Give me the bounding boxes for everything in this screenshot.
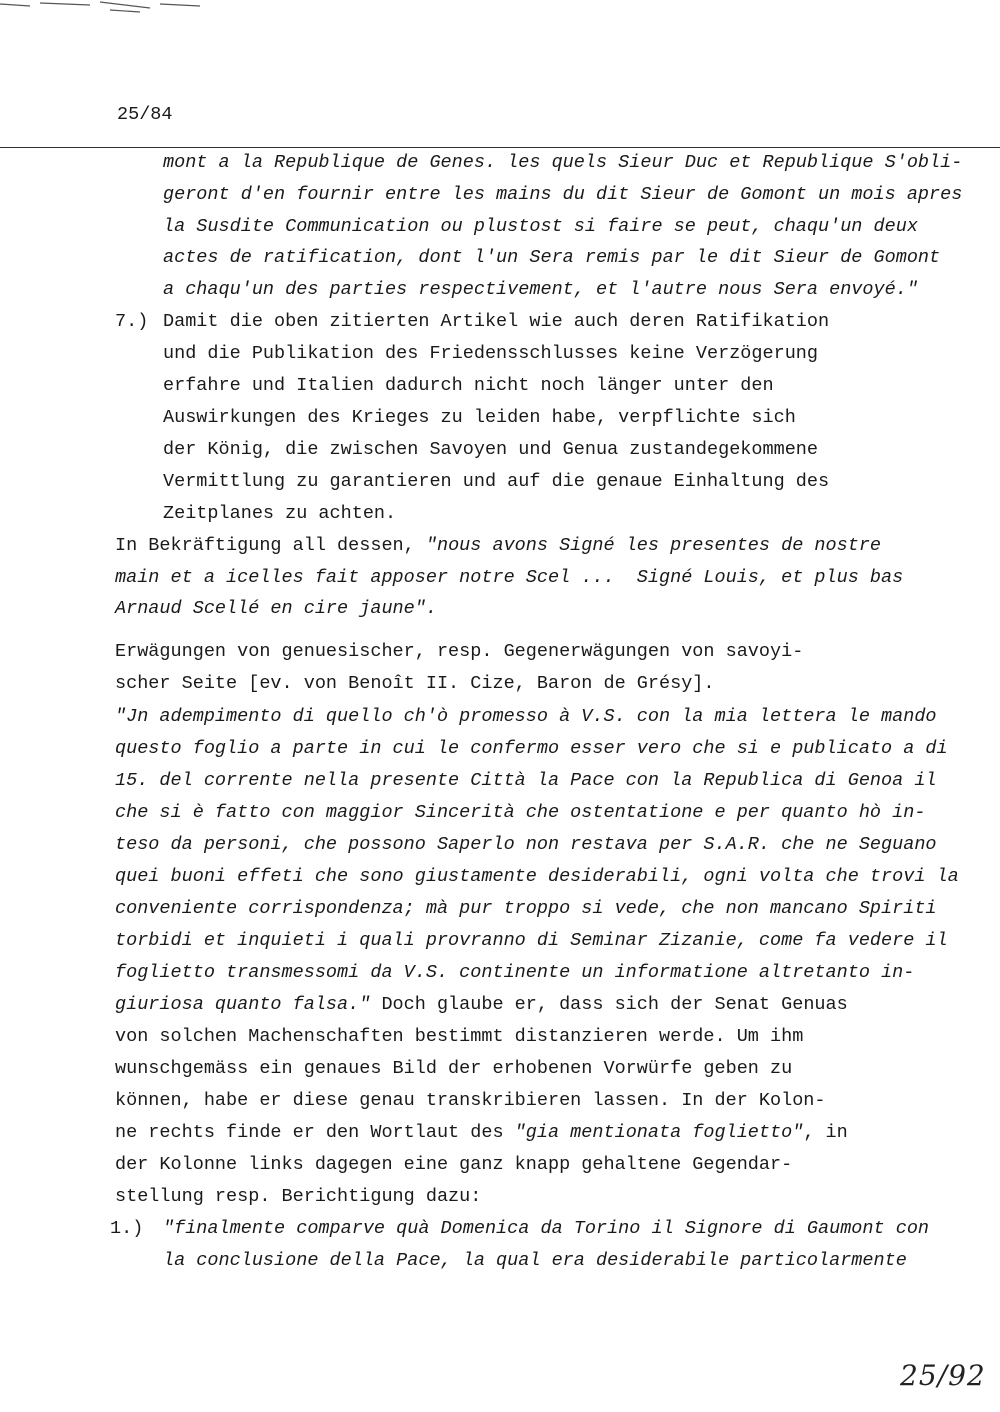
text-run: , in bbox=[803, 1122, 848, 1143]
text-line: main et a icelles fait apposer notre Scel ... Signé Louis, et plus bas bbox=[115, 567, 904, 588]
text-line: können, habe er diese genau transkribieren lassen. In der Kolon- bbox=[115, 1090, 826, 1111]
text-line: der König, die zwischen Savoyen und Genua zustandegekommene bbox=[163, 439, 819, 460]
section-heading: Erwägungen von genuesischer, resp. Gegenerwägungen von savoyi- bbox=[115, 641, 804, 662]
text-line: Zeitplanes zu achten. bbox=[163, 503, 397, 524]
text-line: der Kolonne links dagegen eine ganz knapp gehaltene Gegendar- bbox=[115, 1154, 793, 1175]
text-line: geront d'en fournir entre les mains du dit Sieur de Gomont un mois apres bbox=[163, 184, 963, 205]
page-number: 25/84 bbox=[117, 104, 173, 125]
text-line: foglietto transmessomi da V.S. continente un informatione altretanto in- bbox=[115, 962, 915, 983]
item-number: 7.) bbox=[115, 311, 149, 332]
text-line: che si è fatto con maggior Sincerità che ostentatione e per quanto hò in- bbox=[115, 802, 926, 823]
scan-artifact bbox=[0, 0, 240, 18]
text-line: quei buoni effeti che sono giustamente desiderabili, ogni volta che trovi la bbox=[115, 866, 959, 887]
item-number: 1.) bbox=[110, 1218, 144, 1239]
text-run: ne rechts finde er den Wortlaut des bbox=[115, 1122, 515, 1143]
quote-run: "gia mentionata foglietto" bbox=[514, 1122, 804, 1143]
text-line: "finalmente comparve quà Domenica da Torino il Signore di Gaumont con bbox=[163, 1218, 930, 1239]
text-line: teso da personi, che possono Saperlo non restava per S.A.R. che ne Seguano bbox=[115, 834, 937, 855]
text-line: conveniente corrispondenza; mà pur troppo si vede, che non mancano Spiriti bbox=[115, 898, 937, 919]
text-line: actes de ratification, dont l'un Sera remis par le dit Sieur de Gomont bbox=[163, 247, 941, 268]
section-heading: scher Seite [ev. von Benoît II. Cize, Baron de Grésy]. bbox=[115, 673, 715, 694]
text-line: Arnaud Scellé en cire jaune". bbox=[115, 598, 437, 619]
handwritten-archive-number: 25/92 bbox=[900, 1359, 986, 1392]
quote-run: giuriosa quanto falsa." bbox=[115, 994, 371, 1015]
quote-run: "nous avons Signé les presentes de nostre bbox=[425, 535, 882, 556]
text-line bbox=[115, 994, 848, 1016]
text-line: stellung resp. Berichtigung dazu: bbox=[115, 1186, 482, 1207]
text-line: torbidi et inquieti i quali provranno di Seminar Zizanie, come fa vedere il bbox=[115, 930, 948, 951]
text-line: erfahre und Italien dadurch nicht noch länger unter den bbox=[163, 375, 774, 396]
text-line: von solchen Machenschaften bestimmt distanzieren werde. Um ihm bbox=[115, 1026, 804, 1047]
text-line: wunschgemäss ein genaues Bild der erhobenen Vorwürfe geben zu bbox=[115, 1058, 793, 1079]
text-line: und die Publikation des Friedensschlusses keine Verzögerung bbox=[163, 343, 819, 364]
header-rule bbox=[0, 147, 1000, 148]
text-line: "Jn adempimento di quello ch'ò promesso à V.S. con la mia lettera le mando bbox=[115, 706, 937, 727]
text-line: la conclusione della Pace, la qual era desiderabile particolarmente bbox=[163, 1250, 907, 1271]
text-run: Doch glaube er, dass sich der Senat Genuas bbox=[370, 994, 848, 1015]
text-line: Auswirkungen des Krieges zu leiden habe, verpflichte sich bbox=[163, 407, 796, 428]
text-run: In Bekräftigung all dessen, bbox=[115, 535, 426, 556]
text-line: la Susdite Communication ou plustost si faire se peut, chaqu'un deux bbox=[163, 216, 918, 237]
text-line: Vermittlung zu garantieren und auf die genaue Einhaltung des bbox=[163, 471, 830, 492]
text-line bbox=[115, 535, 881, 557]
text-line: questo foglio a parte in cui le confermo esser vero che si e publicato a di bbox=[115, 738, 948, 759]
text-line: a chaqu'un des parties respectivement, et l'autre nous Sera envoyé." bbox=[163, 279, 918, 300]
text-line: Damit die oben zitierten Artikel wie auch deren Ratifikation bbox=[163, 311, 830, 332]
text-line: 15. del corrente nella presente Città la Pace con la Republica di Genoa il bbox=[115, 770, 937, 791]
text-line bbox=[115, 1122, 848, 1144]
text-line: mont a la Republique de Genes. les quels Sieur Duc et Republique S'obli- bbox=[163, 152, 963, 173]
